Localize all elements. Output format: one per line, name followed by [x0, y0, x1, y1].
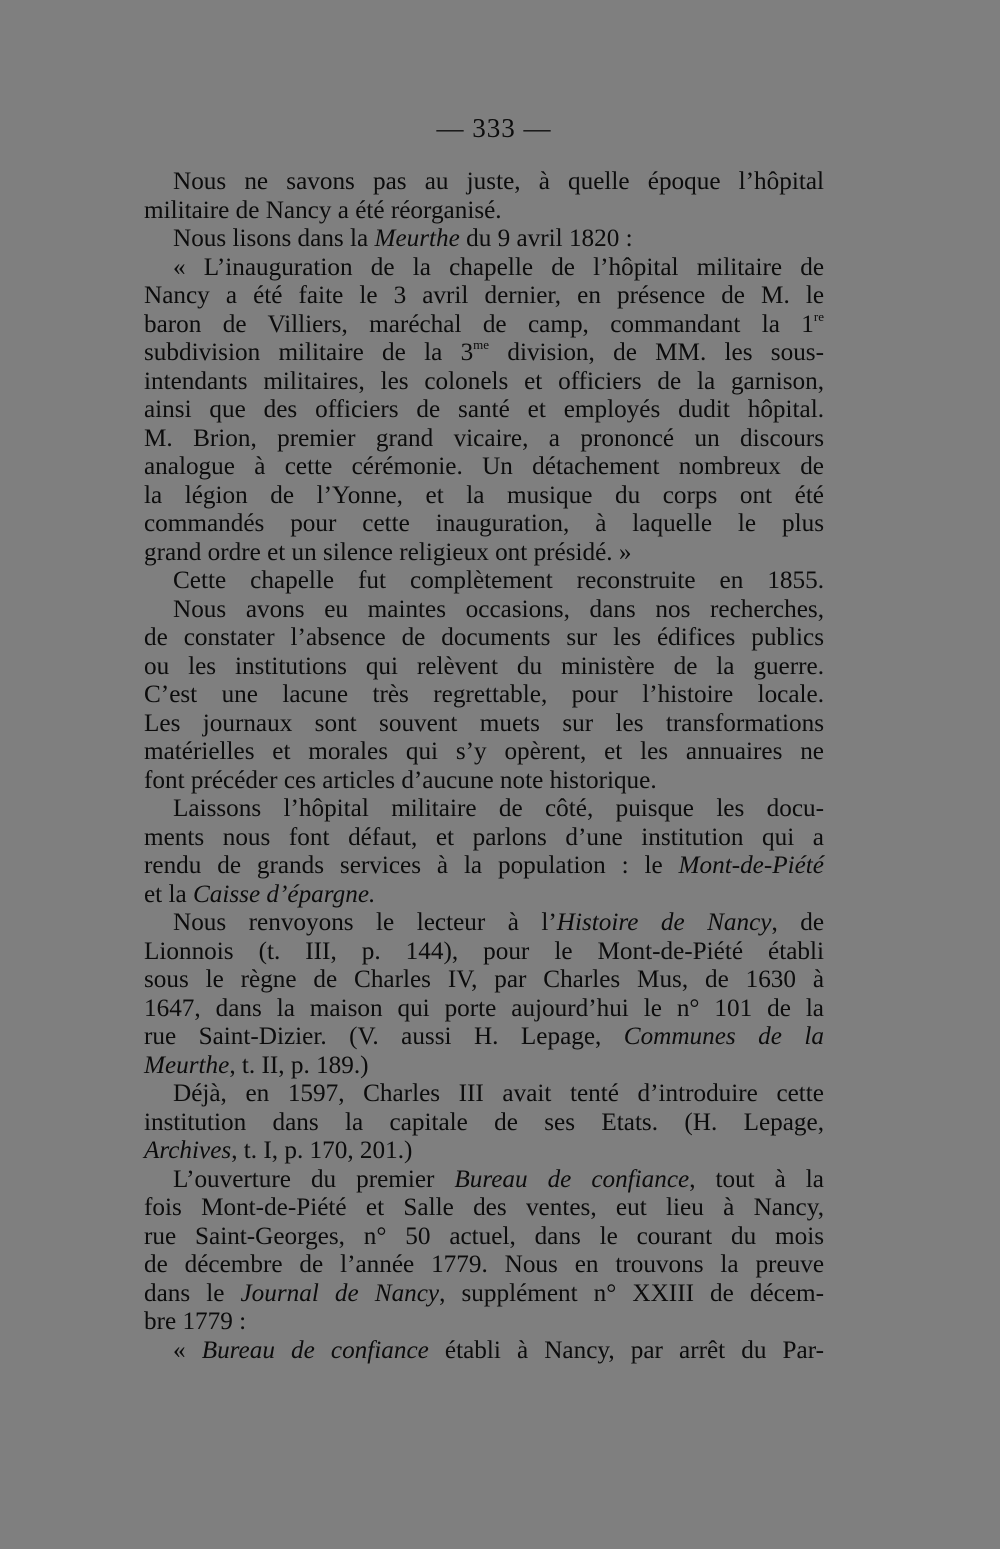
text-segment: analogue à cette cérémonie. Un détachement nombreux de — [144, 453, 824, 480]
text-segment: de constater l’absence de documents sur les édifices publics — [144, 624, 824, 651]
text-line — [144, 624, 824, 653]
text-line — [144, 1080, 824, 1109]
text-segment: intendants militaires, les colonels et officiers de la garnison, — [144, 367, 824, 395]
text-line — [144, 1280, 824, 1309]
text-line — [144, 1166, 824, 1195]
text-segment: bre 1779 : — [144, 1308, 247, 1335]
text-segment: fois Mont-de-Piété et Salle des ventes, eut lieu à Nancy, — [144, 1194, 824, 1221]
page-number: — 333 — — [436, 113, 552, 143]
text-segment: Nancy a été faite le 3 avril dernier, en présence de M. le — [144, 282, 824, 309]
italic-text: Bureau de confiance — [201, 1336, 429, 1364]
text-segment: baron de Villiers, maréchal de camp, commandant la 1 — [144, 310, 814, 338]
text-line — [144, 453, 824, 482]
text-segment: ainsi que des officiers de santé et employés dudit hôpital. — [144, 396, 824, 423]
body-text — [144, 168, 824, 1365]
text-segment: et la — [144, 880, 193, 908]
book-page — [144, 108, 824, 1365]
italic-text: Meurthe — [374, 225, 460, 252]
text-segment: Nous ne savons pas au juste, à quelle époque l’hôpital — [173, 168, 824, 195]
text-segment: « L’inauguration de la chapelle de l’hôpital militaire de — [173, 253, 824, 281]
text-segment: Cette chapelle fut complètement reconstruite en 1855. — [173, 567, 824, 594]
text-segment: Laissons l’hôpital militaire de côté, puisque les docu- — [173, 795, 824, 822]
text-segment: , t. II, p. 189.) — [229, 1051, 369, 1079]
italic-text: Histoire de Nancy — [556, 909, 772, 936]
text-segment: ments nous font défaut, et parlons d’une institution qui a — [144, 823, 824, 851]
text-line — [144, 995, 824, 1024]
text-line — [144, 1137, 824, 1166]
text-segment: rue Saint-Georges, n° 50 actuel, dans le courant du mois — [144, 1222, 824, 1250]
text-line — [144, 1251, 824, 1280]
italic-text: Archives — [144, 1137, 232, 1164]
text-segment: rendu de grands services à la population : le — [144, 852, 679, 879]
text-line — [144, 308, 824, 340]
text-line — [144, 168, 824, 197]
text-segment: Nous renvoyons le lecteur à l’ — [173, 909, 557, 936]
text-line — [144, 881, 824, 910]
text-line — [144, 539, 824, 568]
text-line — [144, 1023, 824, 1052]
superscript: me — [473, 337, 490, 352]
text-segment: rue Saint-Dizier. (V. aussi H. Lepage, — [144, 1023, 624, 1050]
text-line — [144, 1223, 824, 1252]
text-line — [144, 681, 824, 710]
text-segment: M. Brion, premier grand vicaire, a prononcé un discours — [144, 424, 824, 452]
text-line — [144, 1052, 824, 1081]
text-line — [144, 1109, 824, 1138]
text-line — [144, 824, 824, 853]
text-segment: la légion de l’Yonne, et la musique du corps ont été — [144, 481, 824, 509]
text-line — [144, 653, 824, 682]
text-segment: L’ouverture du premier — [173, 1165, 455, 1193]
text-segment: dans le — [144, 1279, 241, 1307]
text-segment: institution dans la capitale de ses Etats. (H. Lepage, — [144, 1108, 824, 1136]
text-line — [144, 510, 824, 539]
text-line — [144, 368, 824, 397]
text-line — [144, 1308, 824, 1337]
text-line — [144, 282, 824, 311]
italic-text: Communes de la — [623, 1023, 824, 1050]
superscript: re — [813, 308, 824, 324]
text-segment: sous le règne de Charles IV, par Charles Mus, de 1630 à — [144, 966, 824, 993]
italic-text: Bureau de confiance — [454, 1165, 690, 1193]
text-segment: de décembre de l’année 1779. Nous en trouvons la preuve — [144, 1251, 824, 1278]
text-segment: C’est une lacune très regrettable, pour l’histoire locale. — [144, 681, 824, 708]
text-segment: , tout à la — [689, 1165, 824, 1193]
text-line — [144, 482, 824, 511]
italic-text: Mont-de-Piété — [678, 852, 824, 879]
italic-text: Journal de Nancy — [240, 1279, 440, 1307]
text-line — [144, 339, 824, 368]
text-segment: Déjà, en 1597, Charles III avait tenté d’introduire cette — [173, 1080, 824, 1107]
text-line — [144, 225, 824, 254]
text-segment: Les journaux sont souvent muets sur les transformations — [144, 709, 824, 737]
text-segment: , de — [771, 909, 824, 936]
text-segment: Nous lisons dans la — [173, 225, 375, 252]
text-segment: 1647, dans la maison qui porte aujourd’hui le n° 101 de la — [144, 994, 824, 1022]
text-line — [144, 596, 824, 625]
text-segment: ou les institutions qui relèvent du ministère de la guerre. — [144, 652, 824, 680]
text-line — [144, 738, 824, 767]
text-segment: division, de MM. les sous- — [489, 339, 824, 366]
text-segment: , supplément n° XXIII de décem- — [439, 1279, 824, 1307]
italic-text: Caisse d’épargne. — [192, 880, 376, 908]
text-line — [144, 567, 824, 596]
text-line — [144, 938, 824, 967]
text-line — [144, 425, 824, 454]
text-segment: grand ordre et un silence religieux ont présidé. » — [144, 538, 632, 566]
text-segment: « — [173, 1336, 202, 1364]
text-segment: Nous avons eu maintes occasions, dans nos recherches, — [173, 595, 824, 623]
text-line — [144, 710, 824, 739]
text-line — [144, 396, 824, 425]
text-segment: matérielles et morales qui s’y opèrent, et les annuaires ne — [144, 738, 824, 765]
text-line — [144, 966, 824, 995]
text-line — [144, 767, 824, 796]
text-segment: subdivision militaire de la 3 — [144, 339, 474, 366]
text-line — [144, 795, 824, 824]
text-line — [144, 197, 824, 226]
text-segment: du 9 avril 1820 : — [459, 225, 633, 252]
text-line — [144, 1194, 824, 1223]
text-segment: commandés pour cette inauguration, à laquelle le plus — [144, 510, 824, 537]
text-segment: , t. I, p. 170, 201.) — [231, 1137, 413, 1164]
text-segment: établi à Nancy, par arrêt du Par- — [428, 1336, 824, 1364]
text-segment: Lionnois (t. III, p. 144), pour le Mont-de-Piété établi — [144, 937, 824, 965]
text-line — [144, 852, 824, 881]
italic-text: Meurthe — [144, 1051, 230, 1079]
text-segment: militaire de Nancy a été réorganisé. — [144, 196, 502, 224]
text-line — [144, 1337, 824, 1366]
text-line — [144, 254, 824, 283]
text-line — [144, 909, 824, 938]
text-segment: font précéder ces articles d’aucune note historique. — [144, 766, 657, 794]
